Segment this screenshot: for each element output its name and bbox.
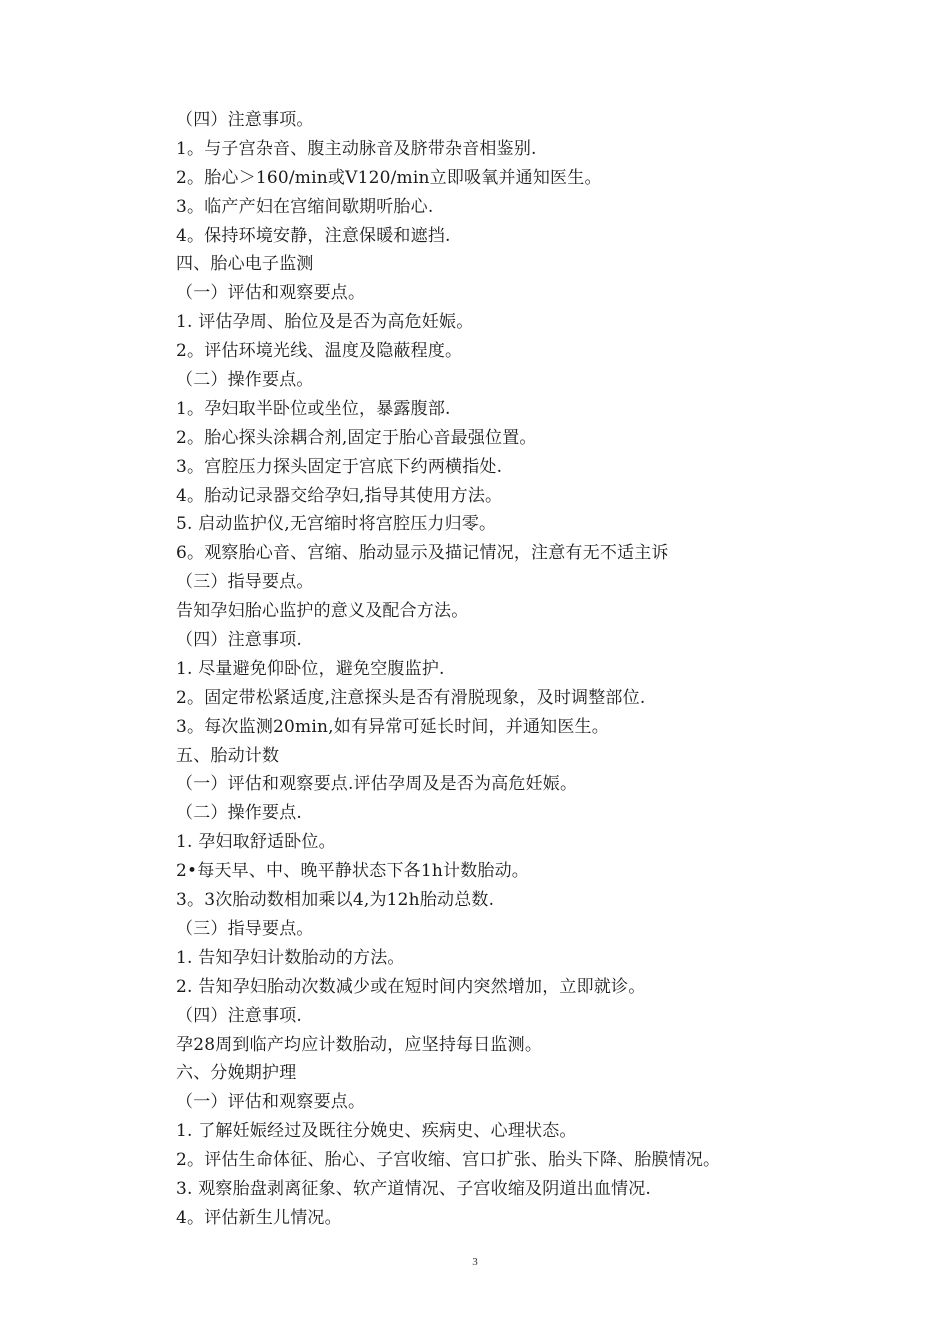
text-line: 2。胎心探头涂耦合剂,固定于胎心音最强位置。 (176, 427, 537, 448)
section-heading: 六、分娩期护理 (176, 1063, 297, 1084)
text-line: 1. 孕妇取舒适卧位。 (176, 832, 336, 853)
text-line: 4。保持环境安静，注意保暖和遮挡. (176, 225, 451, 246)
text-line: 2。固定带松紧适度,注意探头是否有滑脱现象，及时调整部位. (176, 687, 646, 708)
text-line: 1. 尽量避免仰卧位，避免空腹监护. (176, 658, 445, 679)
text-line: 2. 告知孕妇胎动次数减少或在短时间内突然增加，立即就诊。 (176, 976, 646, 997)
text-line: 5. 启动监护仪,无宫缩时将宫腔压力归零。 (176, 514, 497, 535)
subsection-heading: （三）指导要点。 (176, 918, 314, 939)
subsection-heading: （三）指导要点。 (176, 572, 314, 593)
text-line: 告知孕妇胎心监护的意义及配合方法。 (176, 601, 469, 622)
subsection-heading: （四）注意事项. (176, 630, 303, 651)
document-body (176, 106, 876, 1233)
text-line: 3。宫腔压力探头固定于宫底下约两横指处. (176, 456, 503, 477)
text-line: 4。评估新生儿情况。 (176, 1207, 342, 1228)
text-line: 1。孕妇取半卧位或坐位，暴露腹部. (176, 398, 451, 419)
text-line: 3。3次胎动数相加乘以4,为12h胎动总数. (176, 890, 495, 911)
text-line: 2。胎心＞160/min或V120/min立即吸氧并通知医生。 (176, 167, 602, 188)
subsection-heading: （一）评估和观察要点。 (176, 283, 366, 304)
text-line: 3。临产产妇在宫缩间歇期听胎心. (176, 196, 434, 217)
text-line: 1。与子宫杂音、腹主动脉音及脐带杂音相鉴别. (176, 138, 537, 159)
subsection-heading: （一）评估和观察要点。 (176, 1092, 366, 1113)
text-line: 1. 评估孕周、胎位及是否为高危妊娠。 (176, 312, 474, 333)
subsection-heading: （一）评估和观察要点.评估孕周及是否为高危妊娠。 (176, 774, 578, 795)
text-line: 1. 告知孕妇计数胎动的方法。 (176, 947, 405, 968)
subsection-heading: （二）操作要点。 (176, 370, 314, 391)
text-line: 孕28周到临产均应计数胎动，应坚持每日监测。 (176, 1034, 543, 1055)
text-line: 3。每次监测20min,如有异常可延长时间，并通知医生。 (176, 716, 609, 737)
subsection-heading: （四）注意事项. (176, 1005, 303, 1026)
text-line: 4。胎动记录器交给孕妇,指导其使用方法。 (176, 485, 503, 506)
text-line: 3. 观察胎盘剥离征象、软产道情况、子宫收缩及阴道出血情况. (176, 1178, 652, 1199)
text-line: （四）注意事项。 (176, 110, 314, 130)
section-heading: 五、胎动计数 (176, 745, 280, 766)
text-line: 2。评估生命体征、胎心、子宫收缩、宫口扩张、胎头下降、胎膜情况。 (176, 1150, 721, 1171)
text-line: 2。评估环境光线、温度及隐蔽程度。 (176, 341, 463, 362)
page-number: 3 (472, 1256, 478, 1268)
text-line: 1. 了解妊娠经过及既往分娩史、疾病史、心理状态。 (176, 1121, 577, 1142)
subsection-heading: （二）操作要点. (176, 803, 303, 824)
text-line: 2•每天早、中、晚平静状态下各1h计数胎动。 (176, 861, 530, 882)
text-line: 6。观察胎心音、宫缩、胎动显示及描记情况，注意有无不适主诉 (176, 543, 669, 564)
section-heading: 四、胎心电子监测 (176, 254, 314, 275)
